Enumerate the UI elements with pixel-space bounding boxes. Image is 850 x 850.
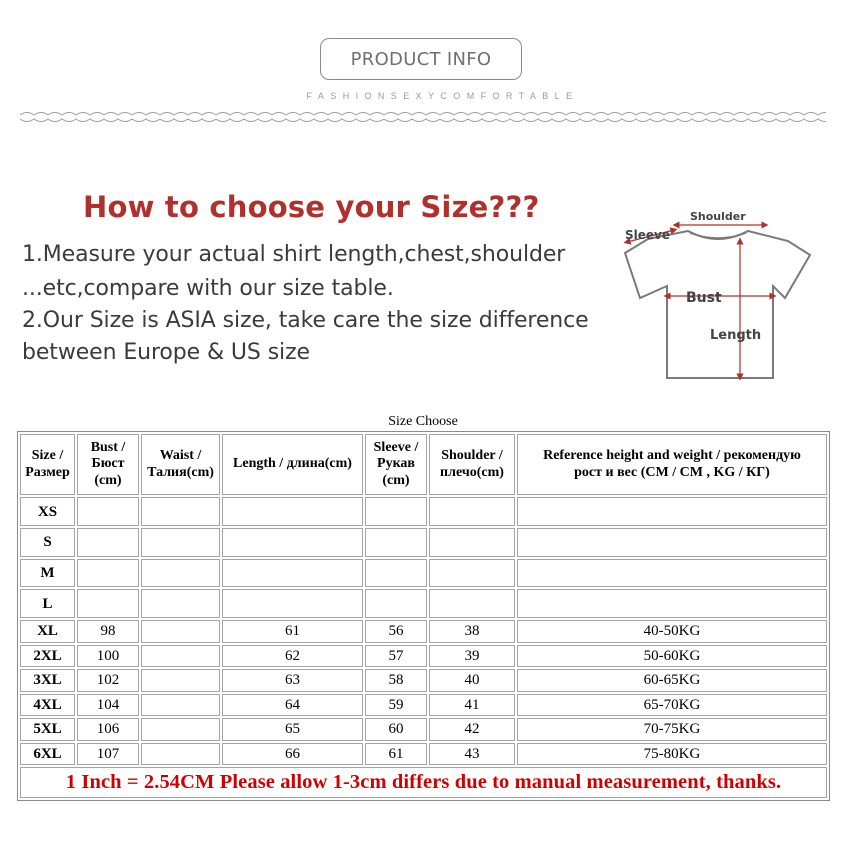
table-cell: 75-80KG xyxy=(517,743,827,766)
column-header xyxy=(20,434,75,495)
table-cell xyxy=(429,589,515,618)
column-header xyxy=(429,434,515,495)
table-cell xyxy=(141,589,220,618)
table-cell: 61 xyxy=(365,743,427,766)
table-cell: 65-70KG xyxy=(517,694,827,717)
table-cell xyxy=(77,528,139,557)
instruction-line-1: 1.Measure your actual shirt length,chest,shoulder xyxy=(22,242,566,267)
table-cell xyxy=(141,645,220,668)
column-header xyxy=(141,434,220,495)
table-cell: 63 xyxy=(222,669,363,692)
table-cell: 62 xyxy=(222,645,363,668)
table-cell xyxy=(517,589,827,618)
table-cell xyxy=(141,620,220,643)
table-row xyxy=(20,645,827,668)
table-cell: 39 xyxy=(429,645,515,668)
table-cell: 56 xyxy=(365,620,427,643)
table-cell: 40 xyxy=(429,669,515,692)
size-label-cell: XL xyxy=(20,620,75,643)
table-cell: 65 xyxy=(222,718,363,741)
table-note-row xyxy=(20,767,827,798)
table-cell: 50-60KG xyxy=(517,645,827,668)
table-cell xyxy=(141,559,220,588)
size-label-cell: S xyxy=(20,528,75,557)
column-header-text: Size / xyxy=(31,447,64,463)
column-header-text: Shoulder / xyxy=(441,447,503,463)
size-guide-headline: How to choose your Size??? xyxy=(83,190,540,224)
measurement-note: 1 Inch = 2.54CM Please allow 1-3cm differs due to manual measurement, thanks. xyxy=(20,767,827,798)
table-cell: 38 xyxy=(429,620,515,643)
column-header-text: Рукав xyxy=(377,456,415,472)
column-header-text: Талия(cm) xyxy=(147,464,214,480)
table-cell: 41 xyxy=(429,694,515,717)
column-header xyxy=(365,434,427,495)
size-label-cell: M xyxy=(20,559,75,588)
table-cell: 100 xyxy=(77,645,139,668)
table-cell: 40-50KG xyxy=(517,620,827,643)
table-cell: 59 xyxy=(365,694,427,717)
table-cell: 66 xyxy=(222,743,363,766)
table-cell xyxy=(429,497,515,526)
table-cell xyxy=(77,559,139,588)
table-cell xyxy=(222,589,363,618)
table-cell: 60 xyxy=(365,718,427,741)
column-header-text: (cm) xyxy=(382,473,410,489)
table-row xyxy=(20,743,827,766)
sleeve-label: Sleeve xyxy=(625,228,670,242)
table-header-row xyxy=(20,434,827,495)
bust-label: Bust xyxy=(686,290,722,306)
table-row xyxy=(20,528,827,557)
size-label-cell: 2XL xyxy=(20,645,75,668)
table-cell: 107 xyxy=(77,743,139,766)
table-cell: 61 xyxy=(222,620,363,643)
column-header-text: Бюст xyxy=(91,456,125,472)
table-cell xyxy=(365,497,427,526)
instruction-line-3: 2.Our Size is ASIA size, take care the size difference xyxy=(22,308,589,333)
table-cell xyxy=(429,528,515,557)
table-cell xyxy=(141,497,220,526)
table-cell: 43 xyxy=(429,743,515,766)
table-cell xyxy=(141,743,220,766)
table-cell xyxy=(141,528,220,557)
column-header-text: Waist / xyxy=(159,447,202,463)
collar-line xyxy=(690,233,746,238)
table-cell xyxy=(365,528,427,557)
instruction-line-4: between Europe & US size xyxy=(22,340,310,365)
column-header xyxy=(517,434,827,495)
table-cell: 57 xyxy=(365,645,427,668)
size-label-cell: 4XL xyxy=(20,694,75,717)
table-caption: Size Choose xyxy=(388,414,458,429)
table-cell: 64 xyxy=(222,694,363,717)
column-header-text: плечо(cm) xyxy=(440,464,504,480)
column-header xyxy=(77,434,139,495)
table-row xyxy=(20,620,827,643)
size-label-cell: 5XL xyxy=(20,718,75,741)
brand-tagline: FASHIONSEXYCOMFORTABLE xyxy=(306,91,579,101)
table-cell: 42 xyxy=(429,718,515,741)
table-cell xyxy=(222,497,363,526)
table-cell xyxy=(141,718,220,741)
table-cell xyxy=(517,497,827,526)
table-cell xyxy=(222,559,363,588)
table-cell xyxy=(517,559,827,588)
size-label-cell: XS xyxy=(20,497,75,526)
size-label-cell: 3XL xyxy=(20,669,75,692)
table-cell: 60-65KG xyxy=(517,669,827,692)
column-header-text: Sleeve / xyxy=(373,439,419,455)
table-cell xyxy=(429,559,515,588)
table-cell xyxy=(365,589,427,618)
size-chart-table xyxy=(17,431,830,801)
column-header-text: рост и вес (CM / CM , KG / КГ) xyxy=(574,464,770,480)
table-cell xyxy=(141,694,220,717)
table-cell: 104 xyxy=(77,694,139,717)
table-cell: 98 xyxy=(77,620,139,643)
table-row xyxy=(20,559,827,588)
column-header-text: Reference height and weight / рекомендую xyxy=(543,447,801,463)
column-header-text: Размер xyxy=(25,464,70,480)
table-cell: 70-75KG xyxy=(517,718,827,741)
column-header-text: (cm) xyxy=(94,473,122,489)
length-label: Length xyxy=(710,328,762,343)
table-row xyxy=(20,694,827,717)
table-cell: 102 xyxy=(77,669,139,692)
tshirt-measurement-diagram xyxy=(620,203,815,383)
shoulder-label: Shoulder xyxy=(690,210,746,223)
table-row xyxy=(20,497,827,526)
wave-divider xyxy=(20,110,826,124)
table-row xyxy=(20,718,827,741)
table-cell xyxy=(222,528,363,557)
table-cell xyxy=(77,497,139,526)
table-cell: 106 xyxy=(77,718,139,741)
table-cell: 58 xyxy=(365,669,427,692)
table-cell xyxy=(365,559,427,588)
table-row xyxy=(20,589,827,618)
table-cell xyxy=(141,669,220,692)
instruction-line-2: ...etc,compare with our size table. xyxy=(22,276,394,301)
table-row xyxy=(20,669,827,692)
column-header xyxy=(222,434,363,495)
column-header-text: Bust / xyxy=(90,439,126,455)
column-header-text: Length / длина(cm) xyxy=(233,456,352,472)
size-label-cell: L xyxy=(20,589,75,618)
table-cell xyxy=(517,528,827,557)
table-cell xyxy=(77,589,139,618)
product-info-badge: PRODUCT INFO xyxy=(320,38,522,80)
size-label-cell: 6XL xyxy=(20,743,75,766)
